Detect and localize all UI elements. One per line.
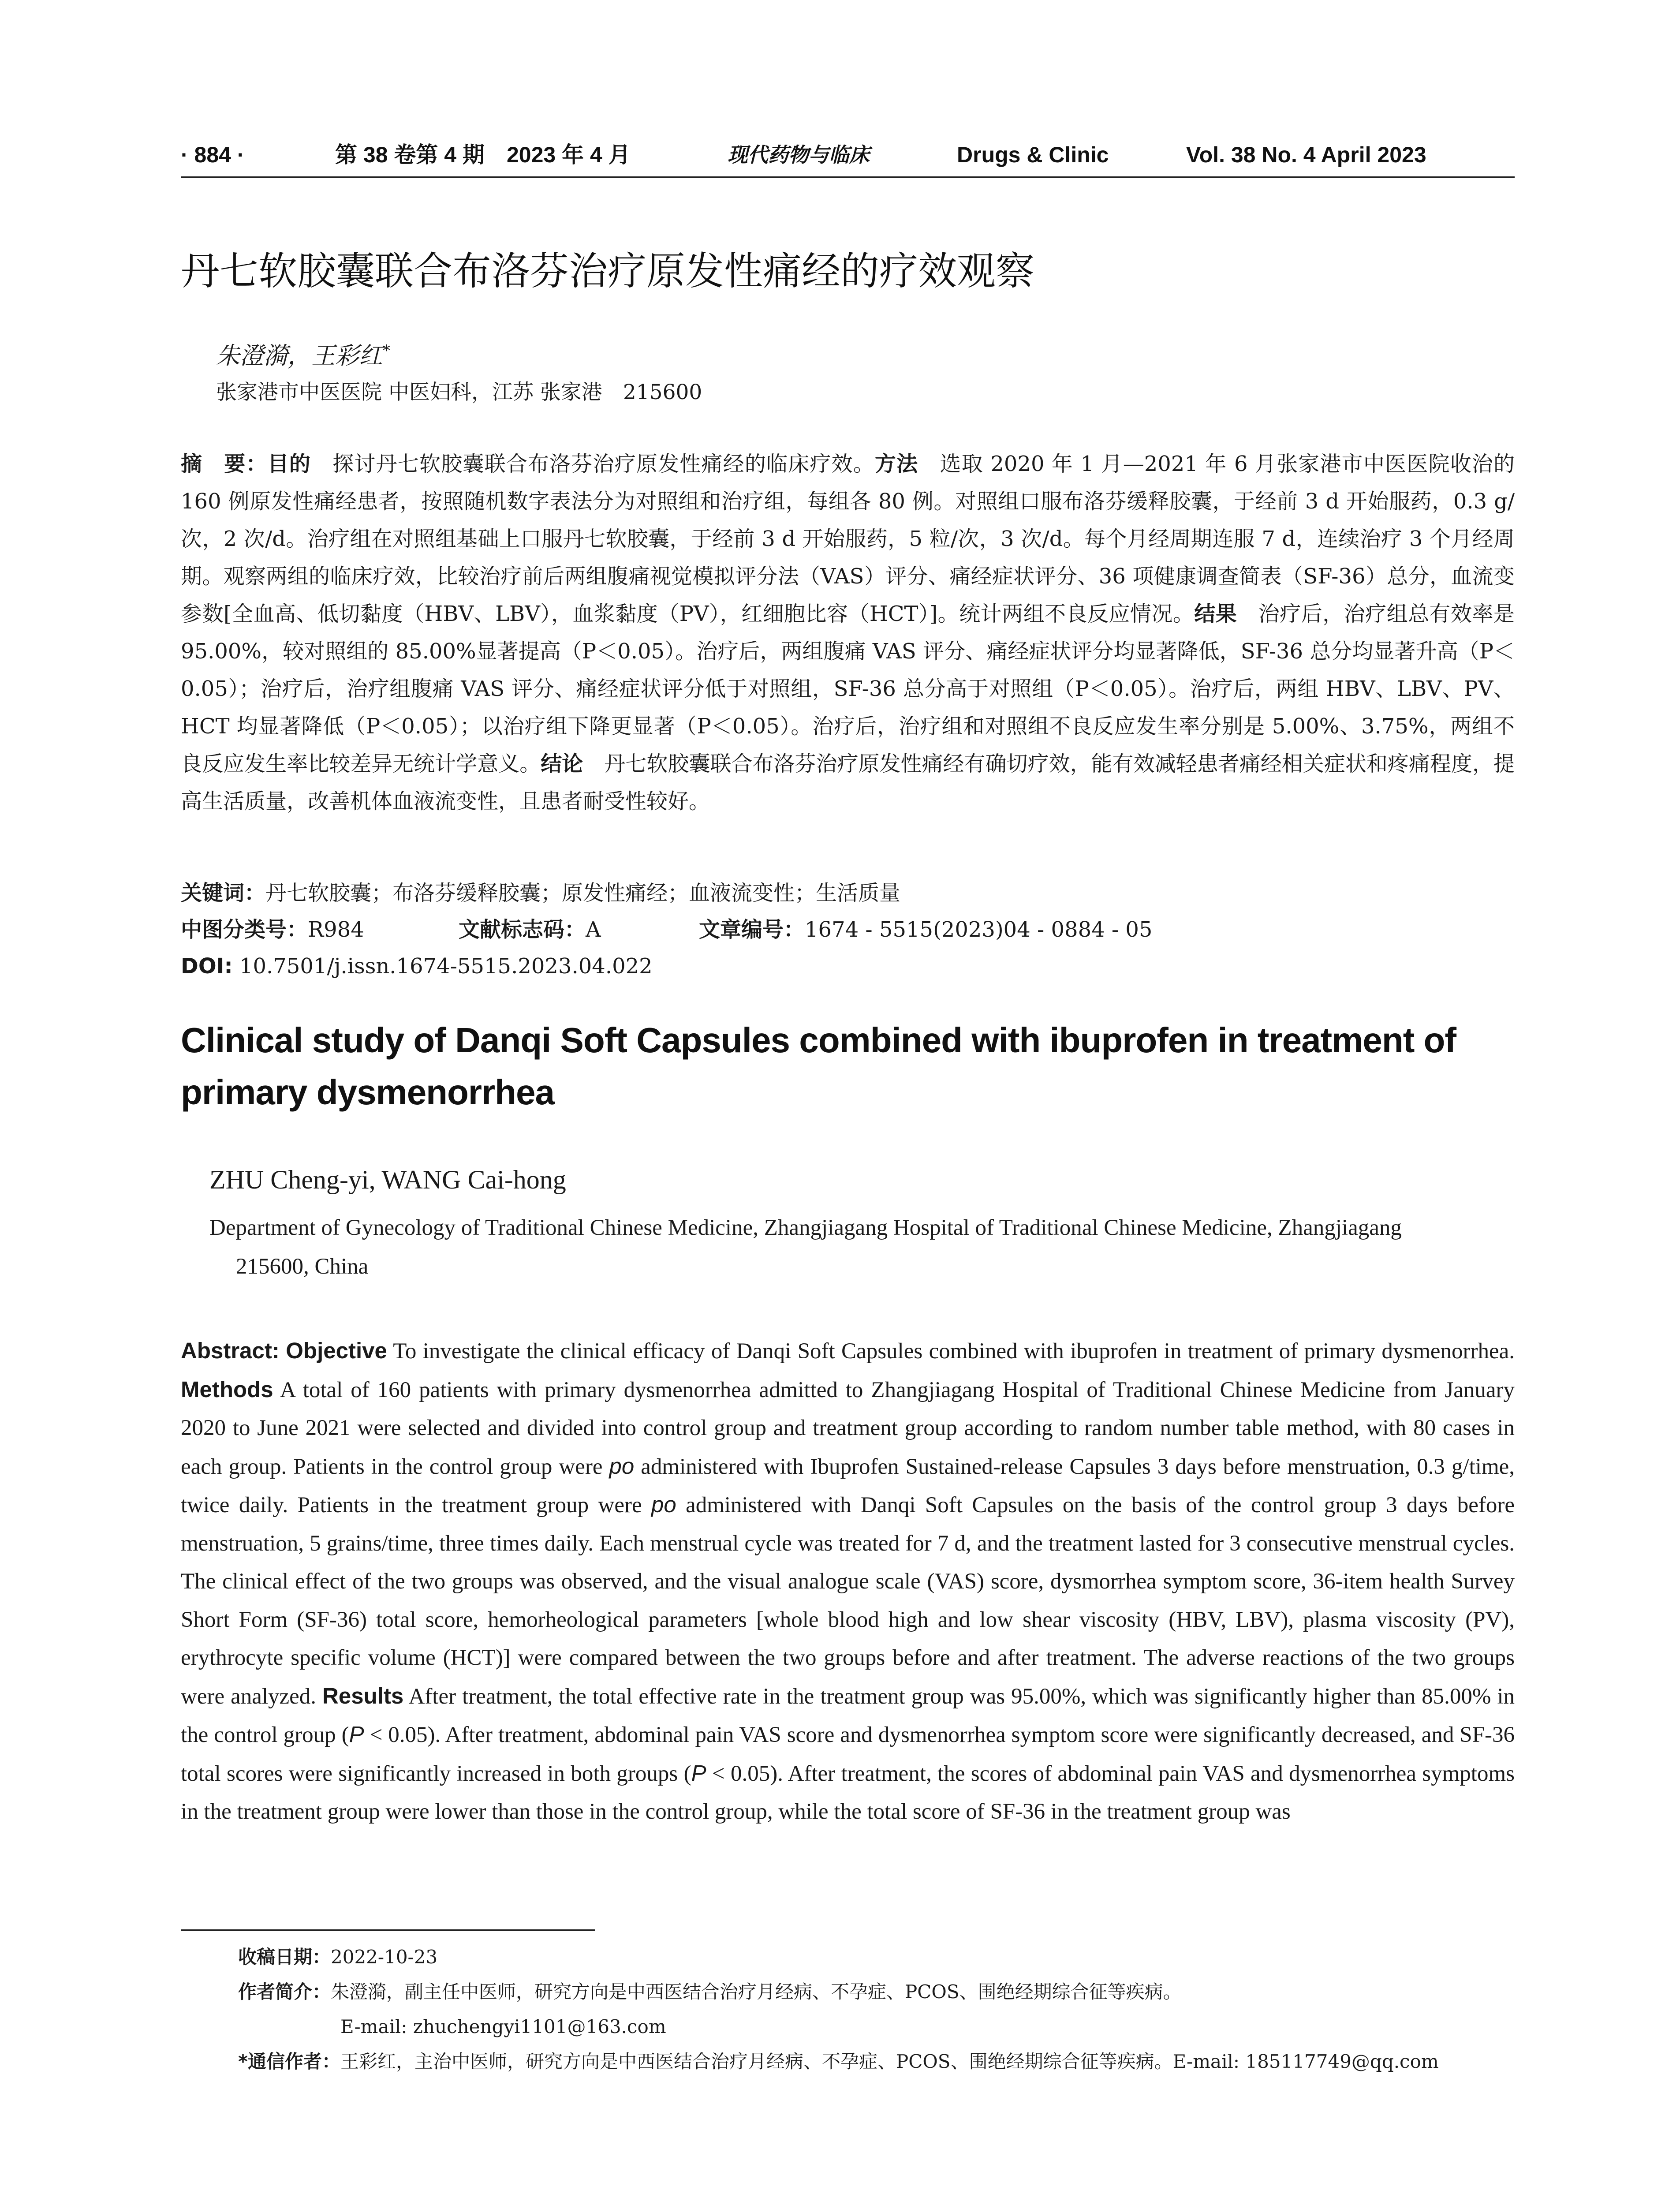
p-value-symbol-2: P [691, 1760, 706, 1786]
article-title-cn: 丹七软胶囊联合布洛芬治疗原发性痛经的疗效观察 [181, 248, 1035, 294]
results-text-cn: 治疗后，治疗组总有效率是 95.00%，较对照组的 85.00%显著提高（P＜0.05）。治疗后，两组腹痛 VAS 评分、痛经症状评分均显著降低，SF-36 总分均显著升高（P＜0.05）；治疗后，治疗组腹痛 VAS 评分、痛经症状评分低于对照组，SF-36 总分高于对照组（P＜0.05）。治疗后，两组 HBV、LBV、PV、HCT 均显著降低（P＜0.05）；以治疗组下降更显著（P＜0.05）。治疗后，治疗组和对照组不良反应发生率分别是 5.00%、3.75%，两组不良反应发生率比较差异无统计学意义。 [181, 602, 1515, 776]
po-abbrev-2: po [651, 1492, 676, 1517]
article-title-en: Clinical study of Danqi Soft Capsules combined with ibuprofen in treatment of primary dysmenorrhea [181, 1020, 1456, 1112]
footnote-author-email[interactable]: E-mail: zhuchengyi1101@163.com [340, 2016, 666, 2037]
classification-line [181, 914, 1153, 945]
keywords-label: 关键词： [181, 881, 266, 905]
p-value-symbol-1: P [349, 1722, 364, 1747]
results-text-en-2: < 0.05). After treatment, abdominal pain VAS score and dysmenorrhea symptom score were significantly decreased, and SF-36 total scores were significantly increased in both groups ( [181, 1723, 1515, 1786]
bio-label: 作者简介： [238, 1981, 331, 2003]
running-header [181, 140, 1515, 178]
corresponding-label: *通信作者： [238, 2051, 340, 2072]
doc-code-group [459, 914, 601, 945]
abstract-label-en: Abstract: [181, 1338, 280, 1363]
footnote-divider [181, 1929, 595, 1931]
abstract-en [181, 1332, 1515, 1831]
doi-link[interactable]: 10.7501/j.issn.1674-5515.2023.04.022 [232, 954, 653, 979]
affiliation-en-line2: 215600, China [236, 1254, 369, 1279]
article-number-value: 1674 - 5515(2023)04 - 0884 - 05 [805, 917, 1153, 942]
objective-label-en: Objective [286, 1338, 387, 1363]
results-text-en-1: After treatment, the total effective rate in the treatment group was 95.00%, which was significantly higher than 85.00% in the control group ( [181, 1684, 1515, 1747]
received-date: 2022-10-23 [331, 1946, 438, 1968]
corresponding-text: 王彩红，主治中医师，研究方向是中西医结合治疗月经病、不孕症、PCOS、围绝经期综合征等疾病。E-mail: 185117749@qq.com [340, 2051, 1439, 2072]
keywords-line [181, 878, 900, 908]
article-number-label: 文章编号： [699, 917, 805, 942]
author-names-cn: 朱澄漪，王彩红 [216, 342, 383, 370]
results-label-en: Results [322, 1683, 404, 1708]
clc-group [181, 917, 364, 942]
journal-name-cn: 现代药物与临床 [728, 143, 870, 167]
methods-text-en-3: administered with Danqi Soft Capsules on the basis of the control group 3 days before menstruation, 5 grains/time, three times daily. Each menstrual cycle was treated for 7 d, and the treatment lasted for 3 consecutive menstrual cycles. The clinical effect of the two groups was observed, and the visual analogue scale (VAS) score, dysmorrhea symptom score, 36-item health Survey Short Form (SF-36) total score, hemorheological parameters [whole blood high and low shear viscosity (HBV, LBV), plasma viscosity (PV), erythrocyte specific volume (HCT)] were compared between the two groups before and after treatment. The adverse reactions of the two groups were analyzed. [181, 1493, 1515, 1709]
page-number: · 884 · [181, 142, 245, 167]
objective-text-en: To investigate the clinical efficacy of Danqi Soft Capsules combined with ibuprofen in treatment of primary dysmenorrhea. [387, 1339, 1515, 1364]
corresponding-mark: * [383, 342, 390, 359]
clc-label: 中图分类号： [181, 917, 308, 942]
authors-en: ZHU Cheng-yi, WANG Cai-hong [209, 1165, 566, 1194]
footnotes [238, 1940, 1517, 2079]
results-label-cn: 结果 [1194, 602, 1237, 626]
article-number-group [699, 914, 1152, 945]
received-label: 收稿日期： [238, 1946, 331, 1968]
methods-text-cn: 选取 2020 年 1 月—2021 年 6 月张家港市中医医院收治的 160 例原发性痛经患者，按照随机数字表法分为对照组和治疗组，每组各 80 例。对照组口服布洛芬缓释胶囊，于经前 3 d 开始服药，0.3 g/次，2 次/d。治疗组在对照组基础上口服丹七软胶囊，于经前 3 d 开始服药，5 粒/次，3 次/d。每个月经周期连服 7 d，连续治疗 3 个月经周期。观察两组的临床疗效，比较治疗前后两组腹痛视觉模拟评分法（VAS）评分、痛经症状评分、36 项健康调查简表（SF-36）总分，血流变参数[全血高、低切黏度（HBV、LBV），血浆黏度（PV），红细胞比容（HCT）]。统计两组不良反应情况。 [181, 452, 1515, 626]
methods-label-en: Methods [181, 1376, 273, 1402]
volume-issue-en: Vol. 38 No. 4 April 2023 [1186, 142, 1426, 167]
affiliation-cn: 张家港市中医医院 中医妇科，江苏 张家港 215600 [216, 380, 702, 404]
bio-text: 朱澄漪，副主任中医师，研究方向是中西医结合治疗月经病、不孕症、PCOS、围绝经期综合征等疾病。 [331, 1981, 1182, 2003]
doi-label: DOI: [181, 954, 233, 979]
methods-text-en-2: administered with Ibuprofen Sustained-release Capsules 3 days before menstruation, 0.3 g/time, twice daily. Patients in the treatment group were [181, 1454, 1515, 1517]
po-abbrev-1: po [609, 1453, 635, 1479]
journal-name-en: Drugs & Clinic [957, 142, 1109, 167]
footnote-author-bio [238, 1974, 1517, 2009]
objective-text-cn: 探讨丹七软胶囊联合布洛芬治疗原发性痛经的临床疗效。 [311, 452, 875, 476]
footnote-received [238, 1940, 1517, 1974]
affiliation-en [209, 1208, 1515, 1286]
clc-value: R984 [308, 917, 364, 942]
abstract-cn [181, 445, 1515, 820]
objective-label-cn: 目的 [267, 452, 311, 476]
doi-line [181, 951, 653, 982]
results-text-en-3: < 0.05). After treatment, the scores of abdominal pain VAS and dysmenorrhea symptoms in the treatment group were lower than those in the control group, while the total score of SF-36 in the treatment group was [181, 1761, 1515, 1824]
doc-code-label: 文献标志码： [459, 917, 586, 942]
keywords-text: 丹七软胶囊；布洛芬缓释胶囊；原发性痛经；血液流变性；生活质量 [265, 881, 901, 905]
footnote-corresponding [238, 2044, 1517, 2079]
abstract-label-cn: 摘 要： [181, 452, 268, 476]
doc-code-value: A [586, 917, 601, 942]
affiliation-en-line1: Department of Gynecology of Traditional Chinese Medicine, Zhangjiagang Hospital of Traditional Chinese Medicine, Zhangjiagang [209, 1215, 1402, 1240]
volume-issue-cn: 第 38 卷第 4 期 2023 年 4 月 [335, 142, 631, 167]
conclusion-text-cn: 丹七软胶囊联合布洛芬治疗原发性痛经有确切疗效，能有效减轻患者痛经相关症状和疼痛程度，提高生活质量，改善机体血液流变性，且患者耐受性较好。 [181, 751, 1515, 814]
conclusion-label-cn: 结论 [541, 751, 583, 776]
authors-cn [216, 335, 390, 371]
methods-label-cn: 方法 [874, 452, 918, 476]
methods-text-en-1: A total of 160 patients with primary dysmenorrhea admitted to Zhangjiagang Hospital of Traditional Chinese Medicine from January 2020 to June 2021 were selected and divided into control group and treatment group according to random number table method, with 80 cases in each group. Patients in the control group were [181, 1377, 1515, 1479]
